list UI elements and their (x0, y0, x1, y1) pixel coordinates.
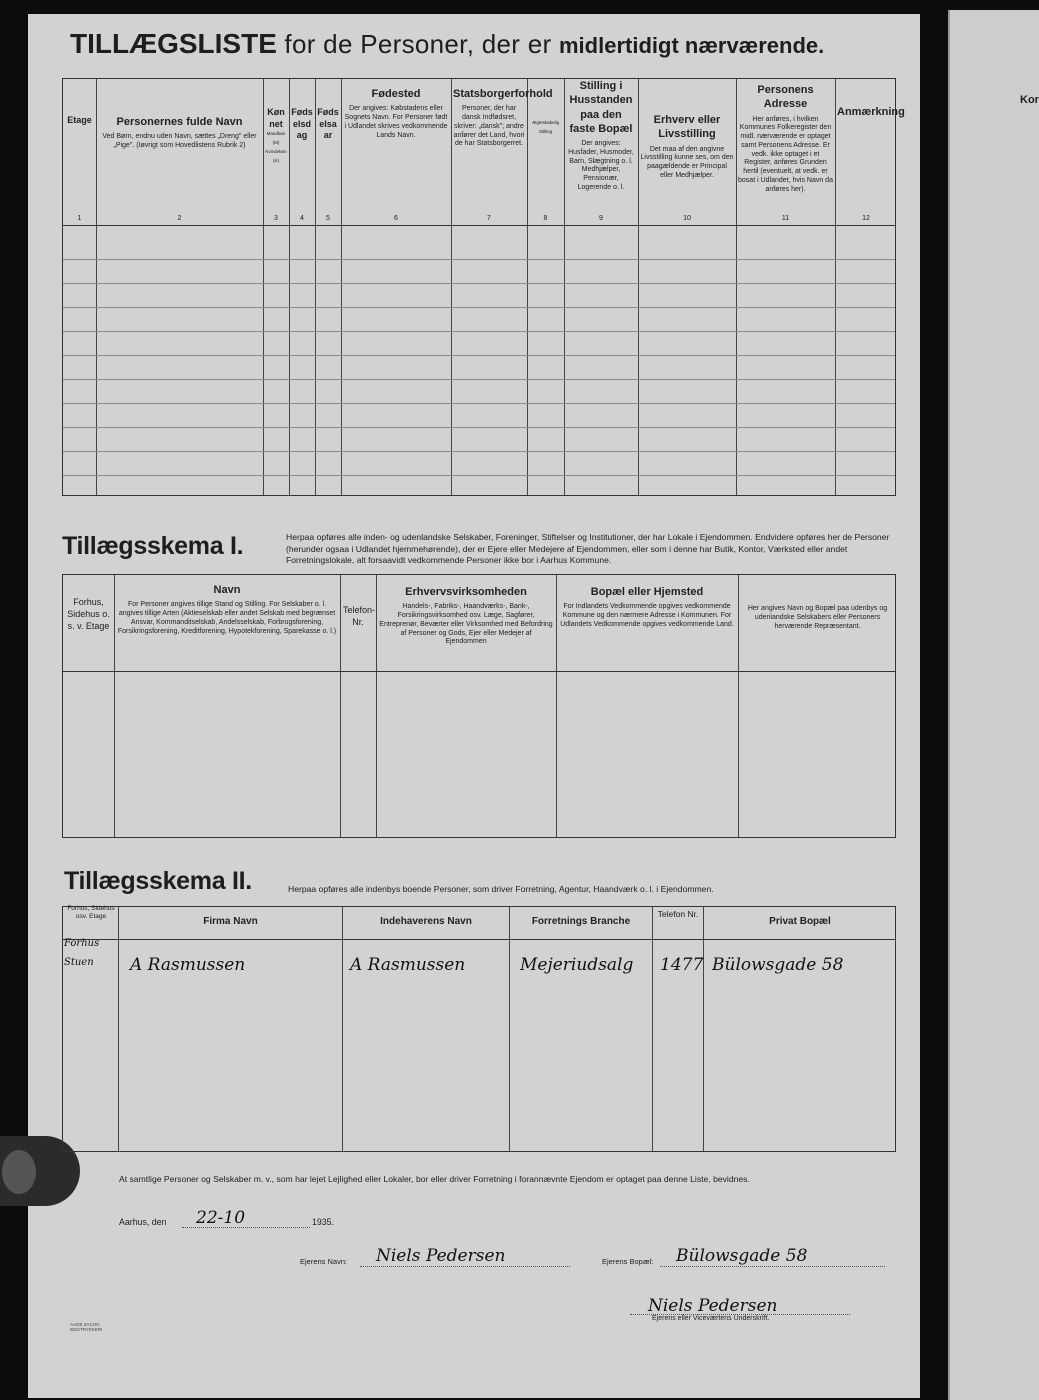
skema2-table (62, 906, 896, 1152)
main-row-line (63, 427, 895, 428)
skema2-divider (342, 907, 343, 1151)
skema2-col-indehaver: Indehaverens Navn (380, 916, 472, 927)
main-table-divider (451, 79, 452, 495)
printer-mark: AAGE ZACHO BOGTRYKKERI (70, 1322, 103, 1333)
owner-name-value: Niels Pedersen (376, 1246, 506, 1266)
main-col-header (265, 107, 287, 165)
main-col-number: 8 (543, 215, 548, 222)
page-title (70, 28, 824, 60)
skema1-divider (376, 575, 377, 837)
skema2-description: Herpaa opføres alle indenbys boende Personer, som driver Forretning, Agentur, Haandværk o. l. i Ejendommen. (288, 884, 714, 894)
main-col-desc: Her anføres, i hvilken Kommunes Folkeregister den midl. nærværende er optaget samt Personens Adresse. Er vedk. ikke optaget i et Register, anføres Grunden hertil (eventuelt, at vedk. er bosat i Udlandet, hvis Navn da anføres her). (738, 115, 833, 193)
footer-year: 1935. (312, 1217, 335, 1227)
main-col-header (837, 105, 905, 123)
main-col-header (98, 115, 261, 151)
skema2-divider (652, 907, 653, 1151)
skema1-col-header (559, 585, 735, 630)
main-col-number: 7 (487, 215, 491, 222)
main-table-divider (315, 79, 316, 495)
adjacent-page (948, 10, 1039, 1400)
footer-statement: At samtlige Personer og Selskaber m. v., som har lejet Lejlighed eller Lokaler, bor eller driver Forretning i forannævnte Ejendom er optaget paa denne Liste, bevidnes. (119, 1174, 750, 1184)
main-row-line (63, 451, 895, 452)
main-col-header (738, 83, 833, 194)
main-col-number: 1 (77, 215, 82, 222)
main-table (62, 78, 905, 496)
skema1-col-title: Bopæl eller Hjemsted (590, 586, 704, 598)
main-col-title: Statsborgerforhold (453, 88, 553, 100)
skema1-divider (340, 575, 341, 837)
main-col-title: Kønnet (267, 107, 285, 129)
main-row-line (63, 307, 895, 308)
main-row-line (63, 283, 895, 284)
main-table-divider (736, 79, 737, 495)
thumb-nail (2, 1150, 36, 1194)
skema1-col-header (741, 605, 894, 631)
main-table-divider (527, 79, 528, 495)
main-col-desc: Personer, der har dansk Indfødsret, skriver: „dansk"; andre anfører det Land, hvori de har Statsborgerret. (453, 105, 525, 148)
entry-etage-2: Stuen (64, 957, 94, 968)
main-table-divider (564, 79, 565, 495)
skema2-divider (509, 907, 510, 1151)
skema1-col-desc: Forhus, Sidehus o. s. v. Etage (67, 597, 110, 631)
skema1-col-title: Navn (213, 584, 241, 596)
footer-date: 22-10 (196, 1208, 246, 1228)
title-main: TILLÆGSLISTE (70, 28, 277, 59)
main-table-divider (289, 79, 290, 495)
adjacent-page-text: Kor (1020, 94, 1039, 106)
entry-etage-1: Forhus (64, 938, 100, 949)
owner-name-line (360, 1266, 570, 1267)
main-col-desc: Ved Børn, endnu uden Navn, sættes „Dreng" eller „Pige". (Iøvrigt som Hovedlistens Rubrik 2) (102, 133, 257, 150)
skema1-divider (556, 575, 557, 837)
main-table-divider (263, 79, 264, 495)
title-emphasis: midlertidigt nærværende. (559, 33, 825, 58)
main-col-number: 6 (394, 215, 398, 222)
skema1-col-desc: Telefon-Nr. (343, 605, 376, 627)
main-col-header (529, 119, 562, 137)
main-table-header-rule (63, 225, 895, 226)
main-col-title: Erhverv eller Livsstilling (653, 114, 721, 141)
main-col-desc: Ægteskabelig Stilling (531, 120, 560, 134)
footer-place-label: Aarhus, den (119, 1217, 167, 1227)
skema1-table (62, 574, 896, 838)
skema2-col-telefon: Telefon Nr. (657, 909, 699, 919)
main-col-desc: Der angives: Købstadens eller Sognets Navn. For Personer født i Udlandet skrives vedkommende Lands Navn. (344, 105, 448, 139)
main-col-number: 2 (177, 215, 182, 222)
main-col-title: Personernes fulde Navn (116, 116, 243, 128)
skema1-description: Herpaa opføres alle inden- og udenlandske Selskaber, Foreninger, Stiftelser og Institutioner, der har Lokale i Ejendommen. Endvidere opføres her de Personer (herunder ogsaa i Udlandet hjemmehørende), der er Ejere eller Medejere af Ejendommen, eller som i denne har Butik, Kontor, Værksted eller andet Forretningslokale, alt forsaavidt vedkommende Personer ikke bor i Aarhus Kommune. (286, 532, 890, 566)
main-col-header (640, 113, 734, 181)
skema1-col-header (66, 597, 111, 632)
main-col-desc: Mandkøn (M) Kvindekøn (K) (265, 131, 287, 163)
skema1-divider (114, 575, 115, 837)
main-table-divider (638, 79, 639, 495)
skema2-title: Tillægsskema II. (64, 867, 252, 895)
main-row-line (63, 379, 895, 380)
owner-name-label: Ejerens Navn: (300, 1257, 348, 1266)
skema2-header-rule (63, 939, 895, 940)
skema1-col-header (379, 585, 553, 647)
skema1-header-rule (63, 671, 895, 672)
signature: Niels Pedersen (648, 1296, 778, 1316)
main-col-number: 5 (326, 215, 330, 222)
skema1-col-desc: For Indlandets Vedkommende opgives vedkommende Kommune og den nærmere Adresse i Kommunen. For Udlandets Vedkommende opgives vedkommende Land. (560, 603, 734, 628)
skema1-divider (738, 575, 739, 837)
main-col-header (566, 79, 636, 193)
main-col-title: Anmærkning (837, 106, 905, 118)
main-col-title: Stilling i Husstanden paa den faste Bopæl (569, 80, 633, 135)
main-col-title: Etage (67, 115, 92, 125)
main-row-line (63, 403, 895, 404)
main-col-title: Fødselsdag (291, 107, 313, 141)
main-col-number: 12 (862, 215, 870, 222)
main-table-divider (341, 79, 342, 495)
entry-indehaver: A Rasmussen (350, 955, 466, 975)
main-col-number: 4 (300, 215, 304, 222)
main-row-line (63, 475, 895, 476)
main-row-line (63, 331, 895, 332)
skema1-col-header (117, 583, 337, 636)
skema2-col-etage: Forhus, Sidehus osv. Etage (67, 905, 115, 921)
main-col-title: Fødselsaar (317, 107, 339, 141)
skema1-col-title: Erhvervsvirksomheden (405, 586, 527, 598)
main-col-header (65, 115, 94, 127)
main-table-divider (96, 79, 97, 495)
title-middle: for de Personer, der er (284, 29, 552, 59)
main-col-desc: Det maa af den angivne Livsstilling kunne ses, om den paagældende er Principal eller Medhjælper. (640, 145, 734, 179)
main-col-number: 11 (781, 215, 790, 222)
main-col-title: Fødested (371, 88, 421, 100)
owner-address-value: Bülowsgade 58 (676, 1246, 808, 1266)
skema2-col-branche: Forretnings Branche (531, 916, 631, 927)
skema1-col-desc: Her angives Navn og Bopæl paa udenbys og udenlandske Selskabers eller Personers herværende Repræsentant. (747, 605, 888, 630)
skema1-col-desc: Handels-, Fabriks-, Haandværks-, Bank-, Forsikringsvirksomhed osv. Læge, Sagfører, Entreprenør, Beværter eller Virksomhed med Befordring af Personer og Gods, Ejer eller Medejer af Ejendommen (379, 603, 553, 646)
skema1-col-desc: For Personer angives tillige Stand og Stilling. For Selskaber o. l. angives tillige Arten (Aktieselskab eller andet Selskab med begrænset Ansvar, Kommanditselskab, Andelsselskab, Forbrugsforening, Forsikringsforening, Kreditforening, Hypotekforening, Sparekasse o. l.) (117, 601, 337, 635)
owner-address-line (660, 1266, 885, 1267)
skema1-title: Tillægsskema I. (62, 532, 244, 560)
entry-bopael: Bülowsgade 58 (712, 955, 844, 975)
main-col-header (317, 107, 339, 142)
entry-telefon: 1477 (660, 955, 704, 975)
main-col-title: Personens Adresse (757, 84, 814, 111)
skema1-col-header (343, 605, 376, 629)
main-col-desc: Der angives: Husfader, Husmoder, Barn, Slægtning o. l. Medhjælper, Pensionær, Logerende o. l. (568, 140, 634, 191)
main-col-number: 3 (274, 215, 278, 222)
owner-address-label: Ejerens Bopæl: (602, 1257, 654, 1266)
main-row-line (63, 259, 895, 260)
entry-firma: A Rasmussen (130, 955, 246, 975)
main-col-number: 10 (683, 215, 691, 222)
main-col-header (291, 107, 313, 142)
main-col-header (343, 87, 449, 140)
skema2-divider (118, 907, 119, 1151)
entry-branche: Mejeriudsalg (520, 955, 634, 975)
skema2-col-firma: Firma Navn (203, 916, 258, 927)
main-row-line (63, 355, 895, 356)
skema2-divider (703, 907, 704, 1151)
signature-label: Ejerens eller Viceværtens Underskrift. (652, 1315, 770, 1322)
skema2-col-bopael: Privat Bopæl (769, 916, 831, 927)
main-table-divider (835, 79, 836, 495)
main-col-number: 9 (599, 215, 603, 222)
